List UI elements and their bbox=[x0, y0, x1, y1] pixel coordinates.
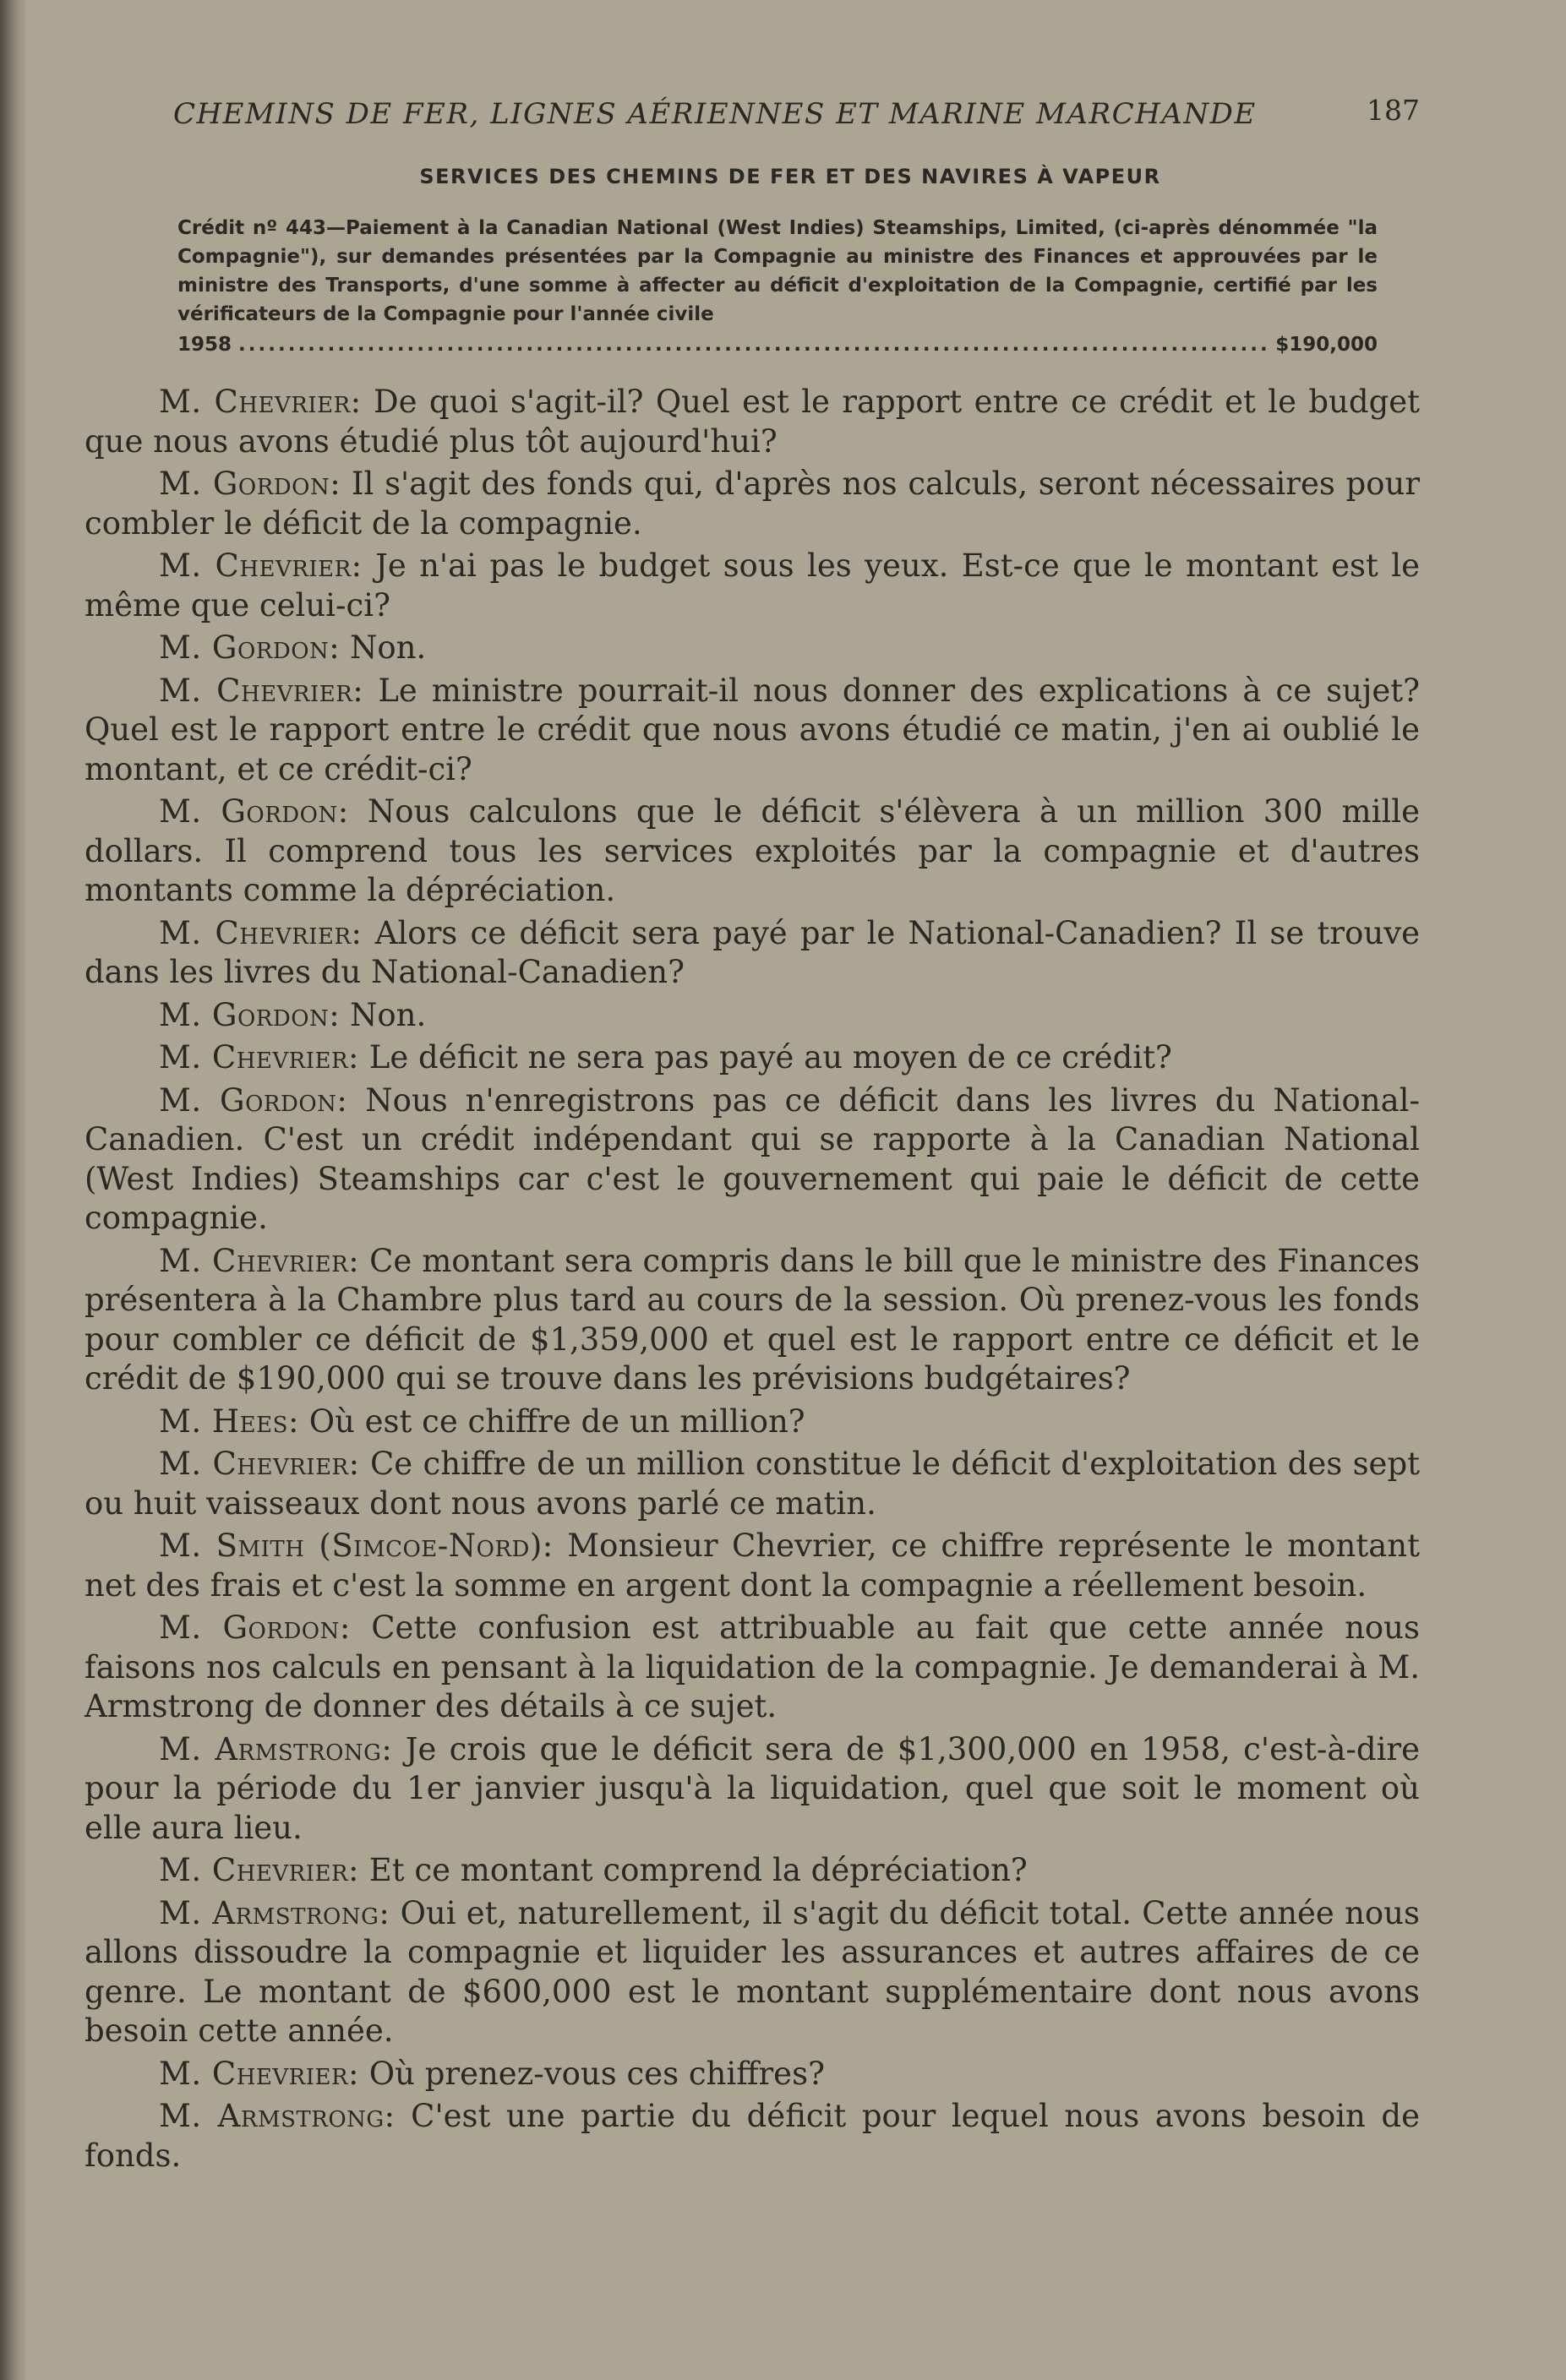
dialogue-paragraph bbox=[85, 792, 1420, 911]
speech-text: Ce montant sera compris dans le bill que le ministre des Finances présentera à la Chambre plus tard au cours de la session. Où prenez-vous les fonds pour combler ce déficit de $1,359,000 et quel est le rapport entre ce déficit et le crédit de $190,000 qui se trouve dans les prévisions budgétaires? bbox=[85, 1242, 1421, 1397]
dialogue-paragraph bbox=[85, 2055, 1420, 2094]
speech-text: Où prenez-vous ces chiffres? bbox=[368, 2055, 825, 2092]
book-spine-shadow bbox=[0, 0, 25, 2380]
speech-text: Cette confusion est attribuable au fait que cette année nous faisons nos calculs en pensant à la liquidation de la compagnie. Je demanderai à M. Armstrong de donner des détails à ce sujet. bbox=[85, 1609, 1420, 1724]
running-header bbox=[85, 89, 1420, 139]
speech-text: Alors ce déficit sera payé par le National-Canadien? Il se trouve dans les livres du National-Canadien? bbox=[85, 914, 1421, 990]
speech-text: Il s'agit des fonds qui, d'après nos calculs, seront nécessaires pour combler le déficit de la compagnie. bbox=[85, 466, 1421, 542]
dialogue-paragraph bbox=[85, 1242, 1420, 1399]
speech-text: Je crois que le déficit sera de $1,300,000 en 1958, c'est-à-dire pour la période du 1er janvier jusqu'à la liquidation, quel que soit le moment où elle aura lieu. bbox=[85, 1730, 1420, 1846]
speaker-name: M. Gordon: bbox=[159, 1609, 351, 1646]
speaker-name: M. Chevrier: bbox=[159, 1242, 360, 1279]
speaker-name: M. Armstrong: bbox=[159, 1894, 390, 1931]
speech-text: Monsieur Chevrier, ce chiffre représente le montant net des frais et c'est la somme en argent dont la compagnie a réellement besoin. bbox=[85, 1528, 1420, 1604]
dialogue-paragraph bbox=[85, 2097, 1420, 2176]
dialogue-paragraph bbox=[85, 629, 1420, 668]
speaker-name: M. Chevrier: bbox=[159, 547, 363, 584]
dialogue bbox=[85, 383, 1420, 2176]
speaker-name: M. Gordon: bbox=[159, 793, 349, 830]
speaker-name: M. Chevrier: bbox=[159, 2055, 360, 2092]
credit-amount: $190,000 bbox=[1275, 334, 1378, 356]
speech-text: Non. bbox=[350, 996, 427, 1033]
speaker-name: M. Gordon: bbox=[159, 629, 341, 666]
credit-year: 1958 bbox=[177, 334, 232, 356]
speech-text: Non. bbox=[350, 629, 427, 666]
dialogue-paragraph bbox=[85, 1527, 1420, 1605]
speech-text: Nous n'enregistrons pas ce déficit dans les livres du National-Canadien. C'est un crédit indépendant qui se rapporte à la Canadian National (West Indies) Steamships car c'est le gouvernement qui paie le déficit de cette compagnie. bbox=[85, 1081, 1420, 1236]
dialogue-paragraph bbox=[85, 1730, 1420, 1849]
speaker-name: M. Chevrier: bbox=[159, 1852, 360, 1888]
dialogue-paragraph bbox=[85, 1851, 1420, 1891]
credit-last-line bbox=[177, 330, 1378, 359]
document-page bbox=[85, 89, 1420, 2179]
speech-text: Oui et, naturellement, il s'agit du déficit total. Cette année nous allons dissoudre la compagnie et liquider les assurances et autres affaires de ce genre. Le montant de $600,000 est le montant supplémentaire dont nous avons besoin cette année. bbox=[85, 1894, 1420, 2049]
speaker-name: M. Chevrier: bbox=[159, 672, 364, 709]
dialogue-paragraph bbox=[85, 1402, 1420, 1442]
speaker-name: M. Chevrier: bbox=[159, 1039, 360, 1076]
dialogue-paragraph bbox=[85, 1445, 1420, 1523]
speaker-name: M. Armstrong: bbox=[159, 1730, 393, 1767]
speech-text: Le ministre pourrait-il nous donner des explications à ce sujet? Quel est le rapport entre le crédit que nous avons étudié ce matin, j'en ai oublié le montant, et ce crédit-ci? bbox=[85, 672, 1421, 787]
dialogue-paragraph bbox=[85, 996, 1420, 1036]
speaker-name: M. Gordon: bbox=[159, 996, 341, 1033]
credit-description: Crédit nº 443—Paiement à la Canadian National (West Indies) Steamships, Limited, (ci-après dénommée "la Compagnie"), sur demandes présentées par la Compagnie au ministre des Finances et approuvées par le ministre des Transports, d'une somme à affecter au déficit d'exploitation de la Compagnie, certifié par les vérificateurs de la Compagnie pour l'année civile bbox=[177, 217, 1378, 325]
dialogue-paragraph bbox=[85, 1081, 1420, 1239]
speech-text: Nous calculons que le déficit s'élèvera à un million 300 mille dollars. Il comprend tous les services exploités par la compagnie et d'autres montants comme la dépréciation. bbox=[85, 793, 1421, 908]
dialogue-paragraph bbox=[85, 1038, 1420, 1078]
speaker-name: M. Chevrier: bbox=[159, 914, 363, 951]
dialogue-paragraph bbox=[85, 914, 1420, 993]
speaker-name: M. Gordon: bbox=[159, 466, 341, 502]
dot-leader bbox=[238, 330, 1269, 359]
dialogue-paragraph bbox=[85, 383, 1420, 461]
speaker-name: M. Chevrier: bbox=[159, 384, 362, 420]
speech-text: Où est ce chiffre de un million? bbox=[308, 1402, 805, 1440]
running-title: CHEMINS DE FER, LIGNES AÉRIENNES ET MARINE MARCHANDE bbox=[173, 97, 1257, 131]
speech-text: Le déficit ne sera pas payé au moyen de ce crédit? bbox=[368, 1039, 1172, 1076]
speech-text: De quoi s'agit-il? Quel est le rapport entre ce crédit et le budget que nous avons étudié plus tôt aujourd'hui? bbox=[85, 384, 1421, 460]
credit-item bbox=[177, 214, 1378, 359]
speaker-name: M. Chevrier: bbox=[159, 1446, 360, 1482]
speaker-name: M. Armstrong: bbox=[159, 2098, 396, 2134]
dialogue-paragraph bbox=[85, 672, 1420, 790]
dialogue-paragraph bbox=[85, 465, 1420, 543]
page-number: 187 bbox=[1367, 94, 1420, 127]
speech-text: Je n'ai pas le budget sous les yeux. Est-ce que le montant est le même que celui-ci? bbox=[85, 547, 1420, 624]
dialogue-paragraph bbox=[85, 1894, 1420, 2051]
speaker-name: M. Hees: bbox=[159, 1402, 299, 1440]
dialogue-paragraph bbox=[85, 547, 1420, 625]
speech-text: Ce chiffre de un million constitue le déficit d'exploitation des sept ou huit vaisseaux dont nous avons parlé ce matin. bbox=[85, 1446, 1421, 1522]
section-heading: SERVICES DES CHEMINS DE FER ET DES NAVIRES À VAPEUR bbox=[419, 165, 1161, 188]
dialogue-paragraph bbox=[85, 1609, 1420, 1727]
speaker-name: M. Smith (Simcoe-Nord): bbox=[159, 1528, 554, 1564]
speech-text: Et ce montant comprend la dépréciation? bbox=[368, 1852, 1028, 1888]
speech-text: C'est une partie du déficit pour lequel nous avons besoin de fonds. bbox=[85, 2098, 1420, 2174]
speaker-name: M. Gordon: bbox=[159, 1081, 348, 1119]
